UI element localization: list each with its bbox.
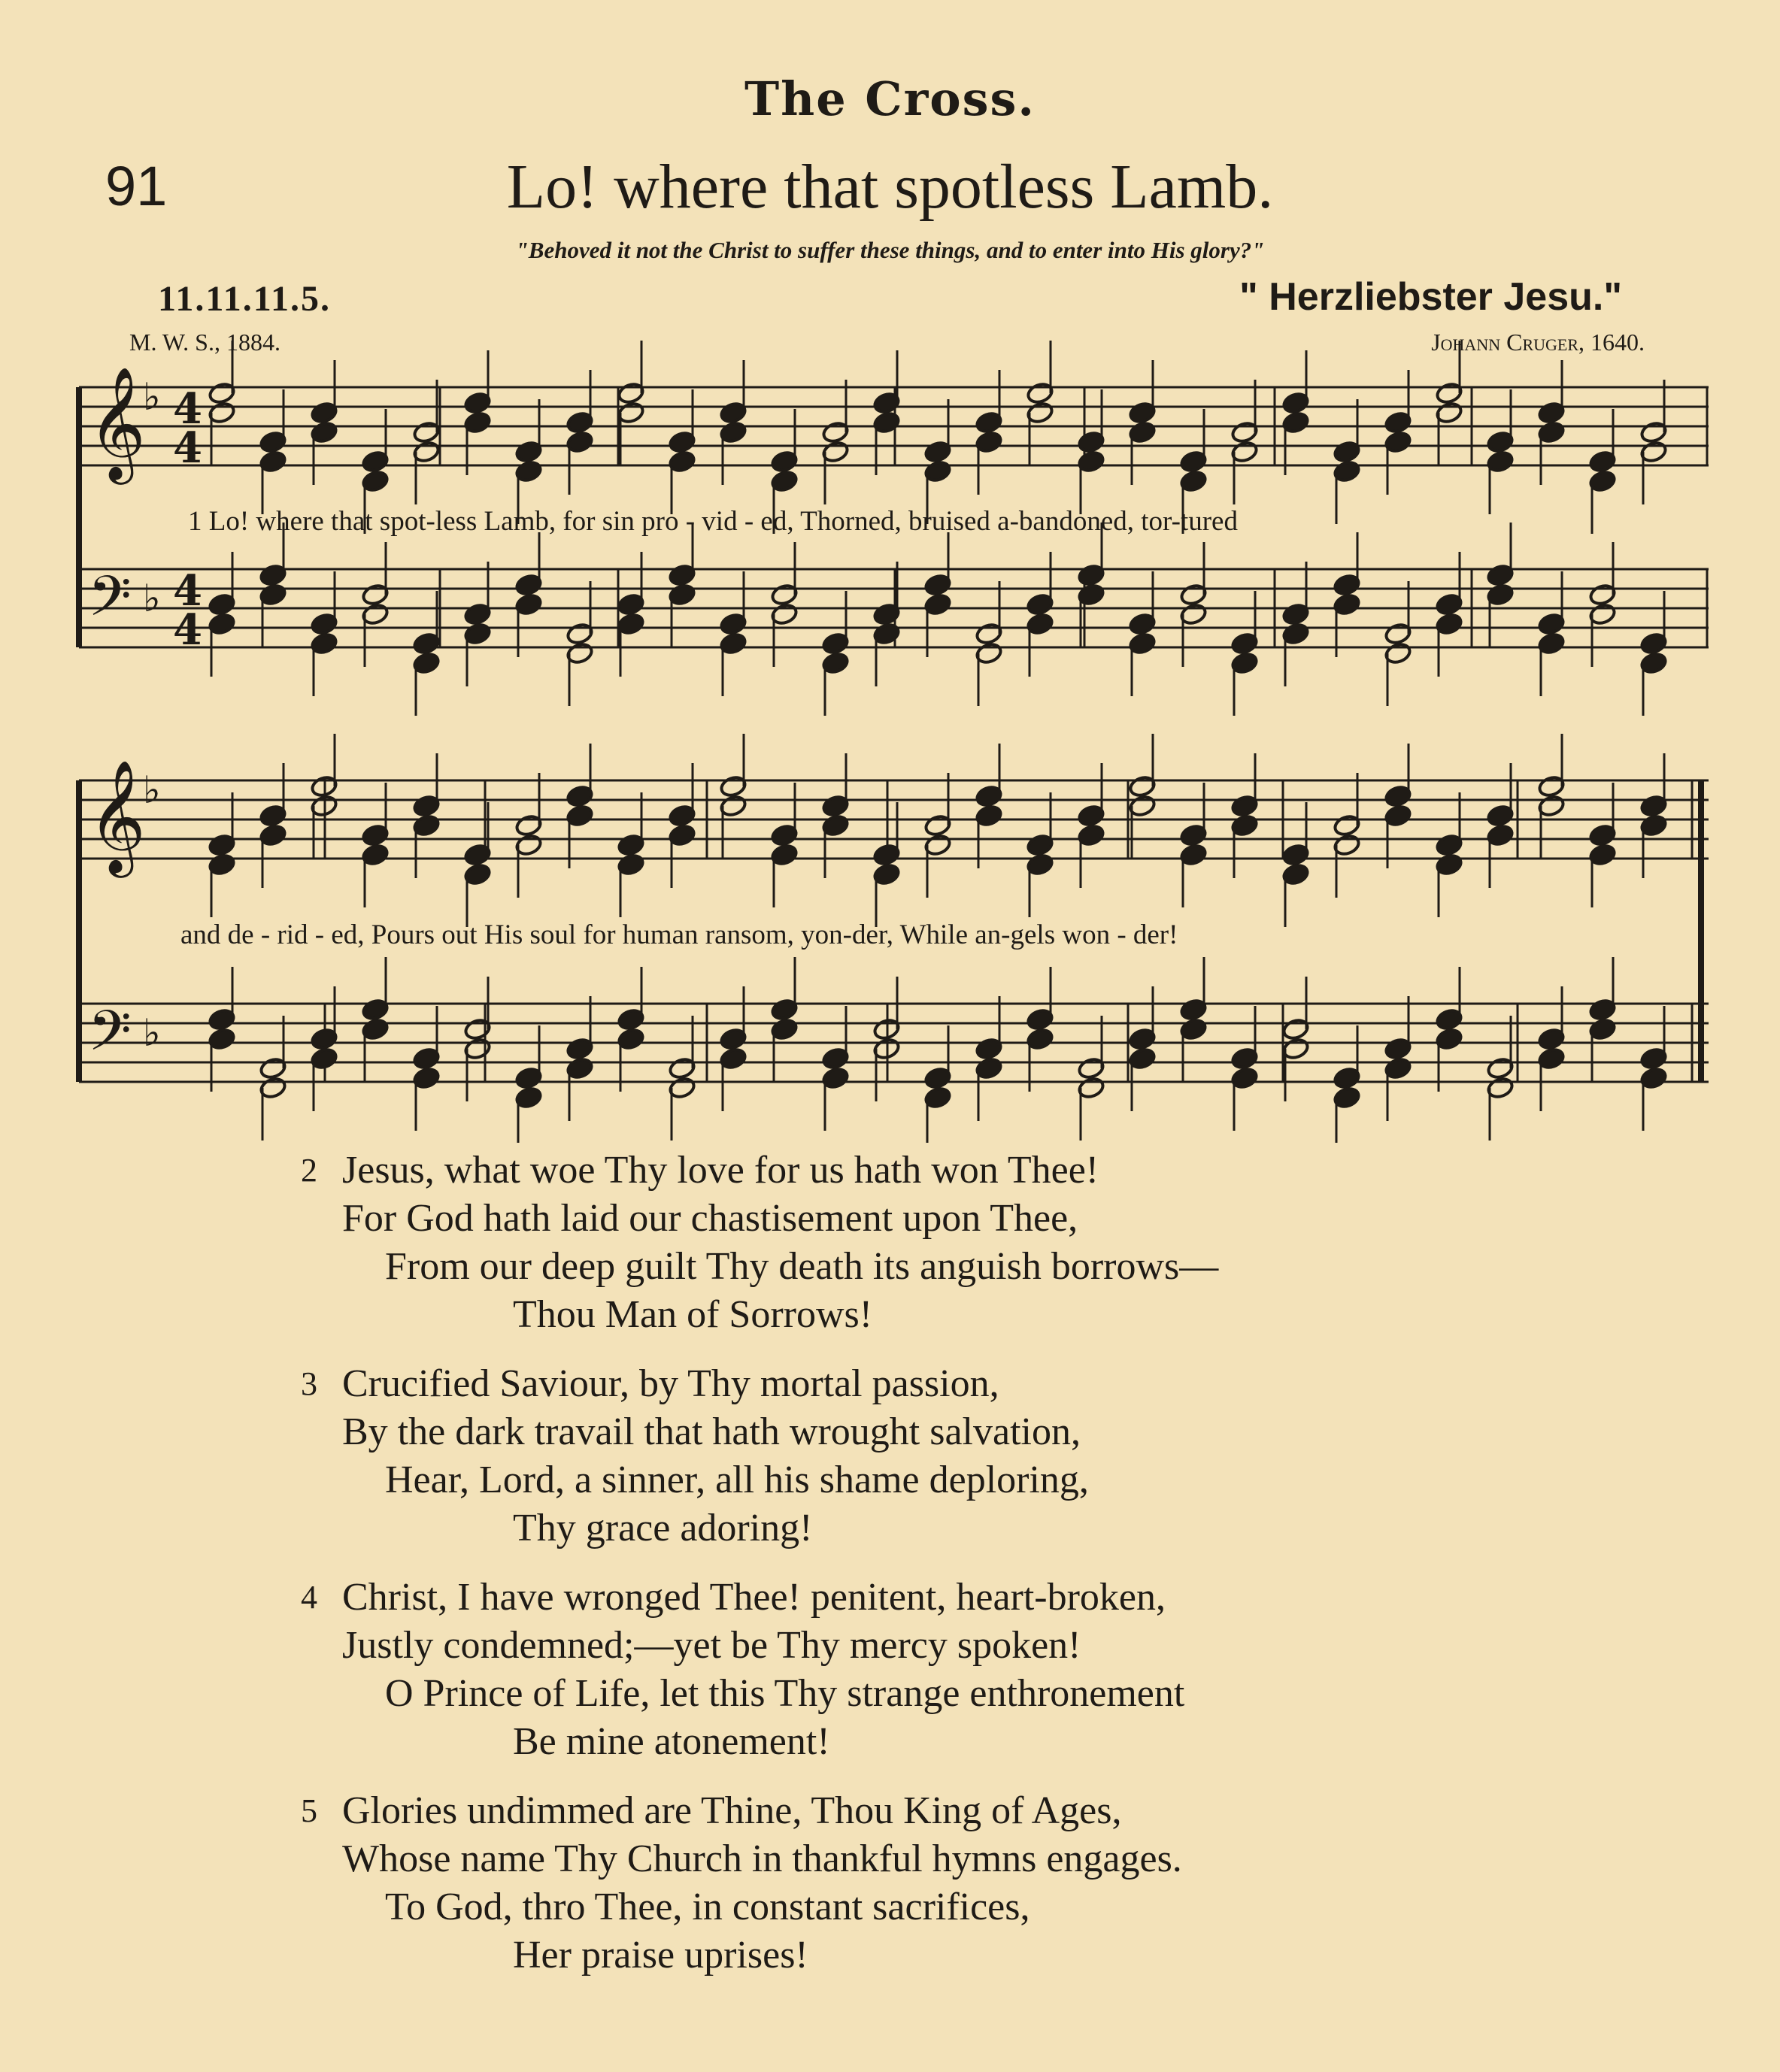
bass-clef-icon: 𝄢 xyxy=(88,998,132,1077)
flat-sign-icon: ♭ xyxy=(143,1011,161,1055)
verse-line: Justly condemned;—yet be Thy mercy spoken! xyxy=(342,1624,1081,1667)
verse-line: Christ, I have wronged Thee! penitent, heart-broken, xyxy=(342,1576,1166,1619)
verse-line: Be mine atonement! xyxy=(513,1720,830,1763)
section-title: The Cross. xyxy=(744,71,1036,126)
verse-line: Jesus, what woe Thy love for us hath won Thee! xyxy=(342,1149,1099,1192)
words-credit: M. W. S., 1884. xyxy=(129,329,280,356)
verse-number: 5 xyxy=(301,1792,317,1829)
verse-number: 4 xyxy=(301,1579,317,1616)
verse xyxy=(301,1787,1218,1980)
verse-line: By the dark travail that hath wrought salvation, xyxy=(342,1410,1081,1453)
time-signature: 4 xyxy=(173,423,202,473)
verse-line: Thy grace adoring! xyxy=(513,1507,813,1549)
bass-clef-icon: 𝄢 xyxy=(88,564,132,643)
verse-line: Whose name Thy Church in thankful hymns engages. xyxy=(342,1837,1182,1880)
hymn-number: 91 xyxy=(105,155,168,217)
verse-line: O Prince of Life, let this Thy strange enthronement xyxy=(385,1672,1185,1715)
flat-sign-icon: ♭ xyxy=(143,375,161,419)
clefs xyxy=(88,365,202,1077)
treble-clef-icon: 𝄞 xyxy=(88,365,146,480)
verse-number: 3 xyxy=(301,1365,317,1402)
verse-line: To God, thro Thee, in constant sacrifices, xyxy=(385,1886,1030,1928)
verses xyxy=(301,1147,1218,2001)
flat-sign-icon: ♭ xyxy=(143,768,161,812)
verse-line: Thou Man of Sorrows! xyxy=(513,1293,873,1336)
verse-line: From our deep guilt Thy death its anguish borrows— xyxy=(385,1245,1219,1288)
verse xyxy=(301,1147,1218,1339)
time-signature: 4 xyxy=(173,384,202,434)
flat-sign-icon: ♭ xyxy=(143,577,161,620)
verse-line: Glories undimmed are Thine, Thou King of Ages, xyxy=(342,1789,1122,1832)
verse-line: For God hath laid our chastisement upon Thee, xyxy=(342,1197,1078,1240)
verse xyxy=(301,1574,1218,1766)
verse-number: 2 xyxy=(301,1152,317,1189)
verse-line: Crucified Saviour, by Thy mortal passion, xyxy=(342,1362,999,1405)
time-signature: 4 xyxy=(173,605,202,655)
meter: 11.11.11.5. xyxy=(158,279,332,319)
scripture-quote: "Behoved it not the Christ to suffer these things, and to enter into His glory?" xyxy=(515,237,1265,263)
music-credit: Johann Cruger, 1640. xyxy=(1431,329,1645,356)
verse xyxy=(301,1360,1218,1552)
barlines xyxy=(79,387,1707,1082)
staff-lines xyxy=(79,387,1709,1082)
hymn-title: Lo! where that spotless Lamb. xyxy=(506,152,1274,222)
system2-lyrics: and de - rid - ed, Pours out His soul for human ransom, yon-der, While an-gels won - der! xyxy=(180,919,1178,950)
verse-line: Hear, Lord, a sinner, all his shame deploring, xyxy=(385,1459,1089,1501)
system1-lyrics: 1 Lo! where that spot-less Lamb, for sin pro - vid - ed, Thorned, bruised a-bandoned, tor-tured xyxy=(188,506,1238,537)
time-signature: 4 xyxy=(173,566,202,616)
verse-line: Her praise uprises! xyxy=(513,1934,808,1977)
tune-name: " Herzliebster Jesu." xyxy=(1239,275,1622,319)
treble-clef-icon: 𝄞 xyxy=(88,759,146,873)
